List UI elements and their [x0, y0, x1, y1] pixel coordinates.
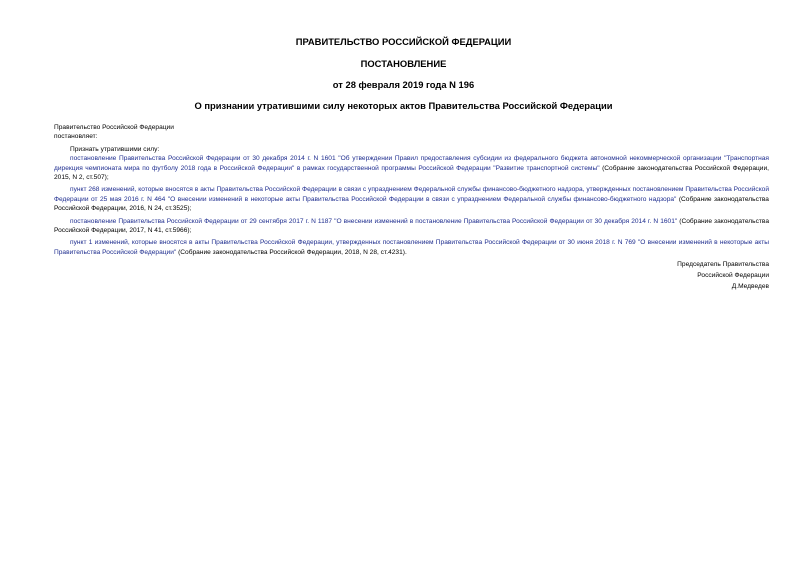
- document-page: [38, 30, 769, 292]
- intro-line-1: Правительство Российской Федерации: [54, 124, 174, 131]
- doc-type-heading: ПОСТАНОВЛЕНИЕ: [360, 58, 447, 69]
- signature-position: Председатель Правительства: [677, 261, 769, 269]
- document-body: [38, 123, 769, 257]
- citation-text: (Собрание законодательства Российской Федерации, 2015, N 2, ст.507);: [54, 164, 769, 182]
- document-link[interactable]: пункт 1 изменений, которые вносятся в акты Правительства Российской Федерации, утвержденных постановлением Правительства Российской Федерации от 30 июня 2018 г. N 769 "О внесении изменений в некоторые акты Правительства Российской Федерации": [54, 239, 769, 256]
- list-item: [54, 217, 769, 236]
- citation-text: (Собрание законодательства Российской Федерации, 2018, N 28, ст.4231).: [176, 248, 407, 256]
- signature-organization: Российской Федерации: [697, 272, 769, 280]
- citation-text: (Собрание законодательства Российской Федерации, 2017, N 41, ст.5966);: [54, 217, 769, 235]
- document-link[interactable]: пункт 268 изменений, которые вносятся в акты Правительства Российской Федерации в связи с упразднением Федеральной службы финансово-бюджетного надзора, утвержденных постановлением Правительства Российской Федерации от 25 мая 2016 г. N 464 "О внесении изменений в некоторые акты Правительства Российской Федерации в связи с упразднением Федеральной службы финансово-бюджетного надзора": [54, 186, 769, 203]
- signature-name: Д.Медведев: [731, 283, 769, 291]
- document-title: О признании утратившими силу некоторых актов Правительства Российской Федерации: [194, 100, 613, 111]
- list-item: [54, 238, 769, 257]
- list-item: [54, 185, 769, 213]
- citation-text: (Собрание законодательства Российской Федерации, 2016, N 24, ст.3525);: [54, 195, 769, 213]
- date-line: от 28 февраля 2019 года N 196: [332, 79, 475, 90]
- list-item: [54, 154, 769, 182]
- document-link[interactable]: постановление Правительства Российской Федерации от 30 декабря 2014 г. N 1601 "Об утверждении Правил предоставления субсидии из федерального бюджета автономной некоммерческой организации "Транспортная дирекция чемпионата мира по футболу 2018 года в Российской Федерации" в рамках государственной программы Российской Федерации "Развитие транспортной системы": [54, 155, 769, 172]
- intro-line-2: постановляет:: [54, 133, 98, 141]
- signature-block: [38, 259, 769, 292]
- government-heading: ПРАВИТЕЛЬСТВО РОССИЙСКОЙ ФЕДЕРАЦИИ: [295, 36, 512, 47]
- document-link[interactable]: постановление Правительства Российской Федерации от 29 сентября 2017 г. N 1187 "О внесении изменений в постановление Правительства Российской Федерации от 30 декабря 2014 г. N 1601": [70, 217, 678, 225]
- intro-line-3: Признать утратившими силу:: [70, 145, 160, 153]
